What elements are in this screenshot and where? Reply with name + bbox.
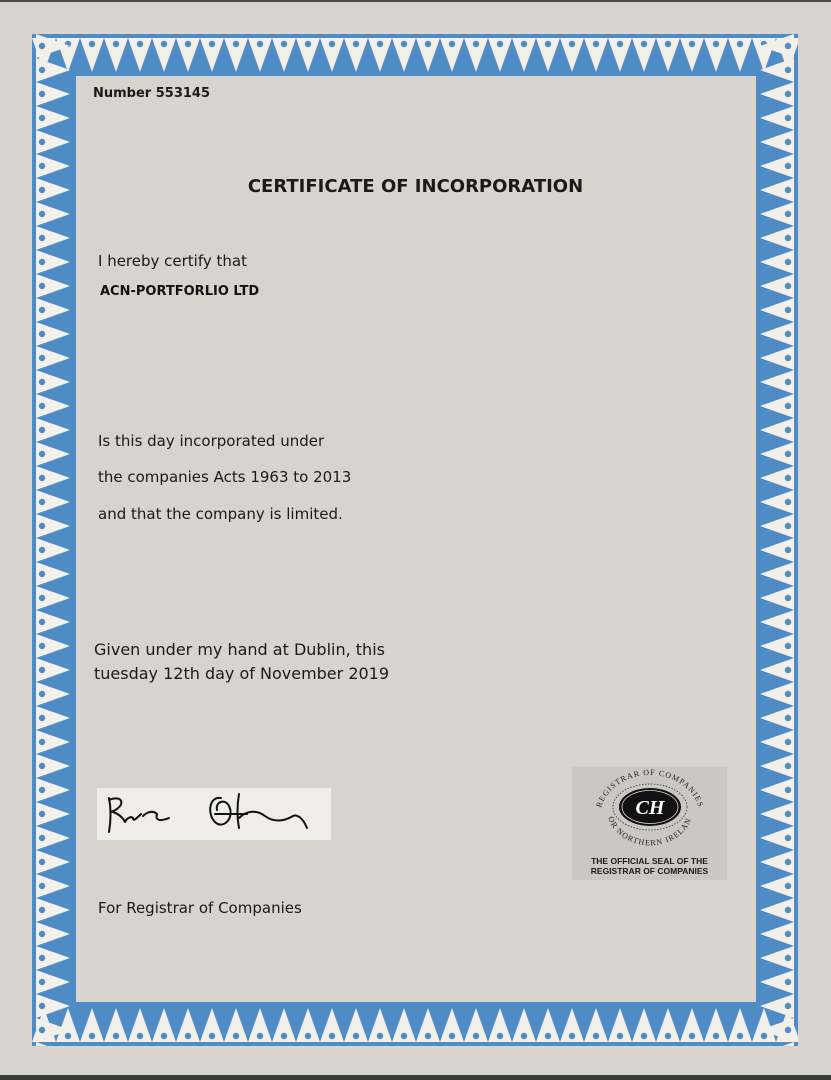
- certificate-title: CERTIFICATE OF INCORPORATION: [247, 176, 584, 197]
- seal-monogram: CH: [635, 797, 665, 819]
- page-bottom-rule: [0, 1075, 831, 1080]
- seal-ring-text-bottom: OR NORTHERN IRELAN: [606, 815, 694, 848]
- certificate-number: Number 553145: [93, 86, 211, 101]
- official-seal: [572, 767, 727, 880]
- company-name: ACN-PORTFORLIO LTD: [100, 284, 260, 299]
- seal-caption-line-2: REGISTRAR OF COMPANIES: [590, 866, 709, 876]
- seal-caption-line-1: THE OFFICIAL SEAL OF THE: [591, 856, 708, 866]
- signature-scribble: [97, 788, 331, 840]
- statement-line-1: Is this day incorporated under: [98, 432, 325, 450]
- signature: [97, 788, 331, 840]
- statement-line-2: the companies Acts 1963 to 2013: [98, 468, 352, 486]
- seal-ring-text-top: REGISTRAR OF COMPANIES: [594, 767, 706, 809]
- statement-line-3: and that the company is limited.: [98, 505, 343, 523]
- certify-intro: I hereby certify that: [98, 252, 247, 270]
- given-line-2: tuesday 12th day of November 2019: [94, 664, 390, 683]
- signature-role: For Registrar of Companies: [98, 899, 302, 917]
- page-top-rule: [0, 0, 831, 2]
- given-line-1: Given under my hand at Dublin, this: [94, 640, 385, 659]
